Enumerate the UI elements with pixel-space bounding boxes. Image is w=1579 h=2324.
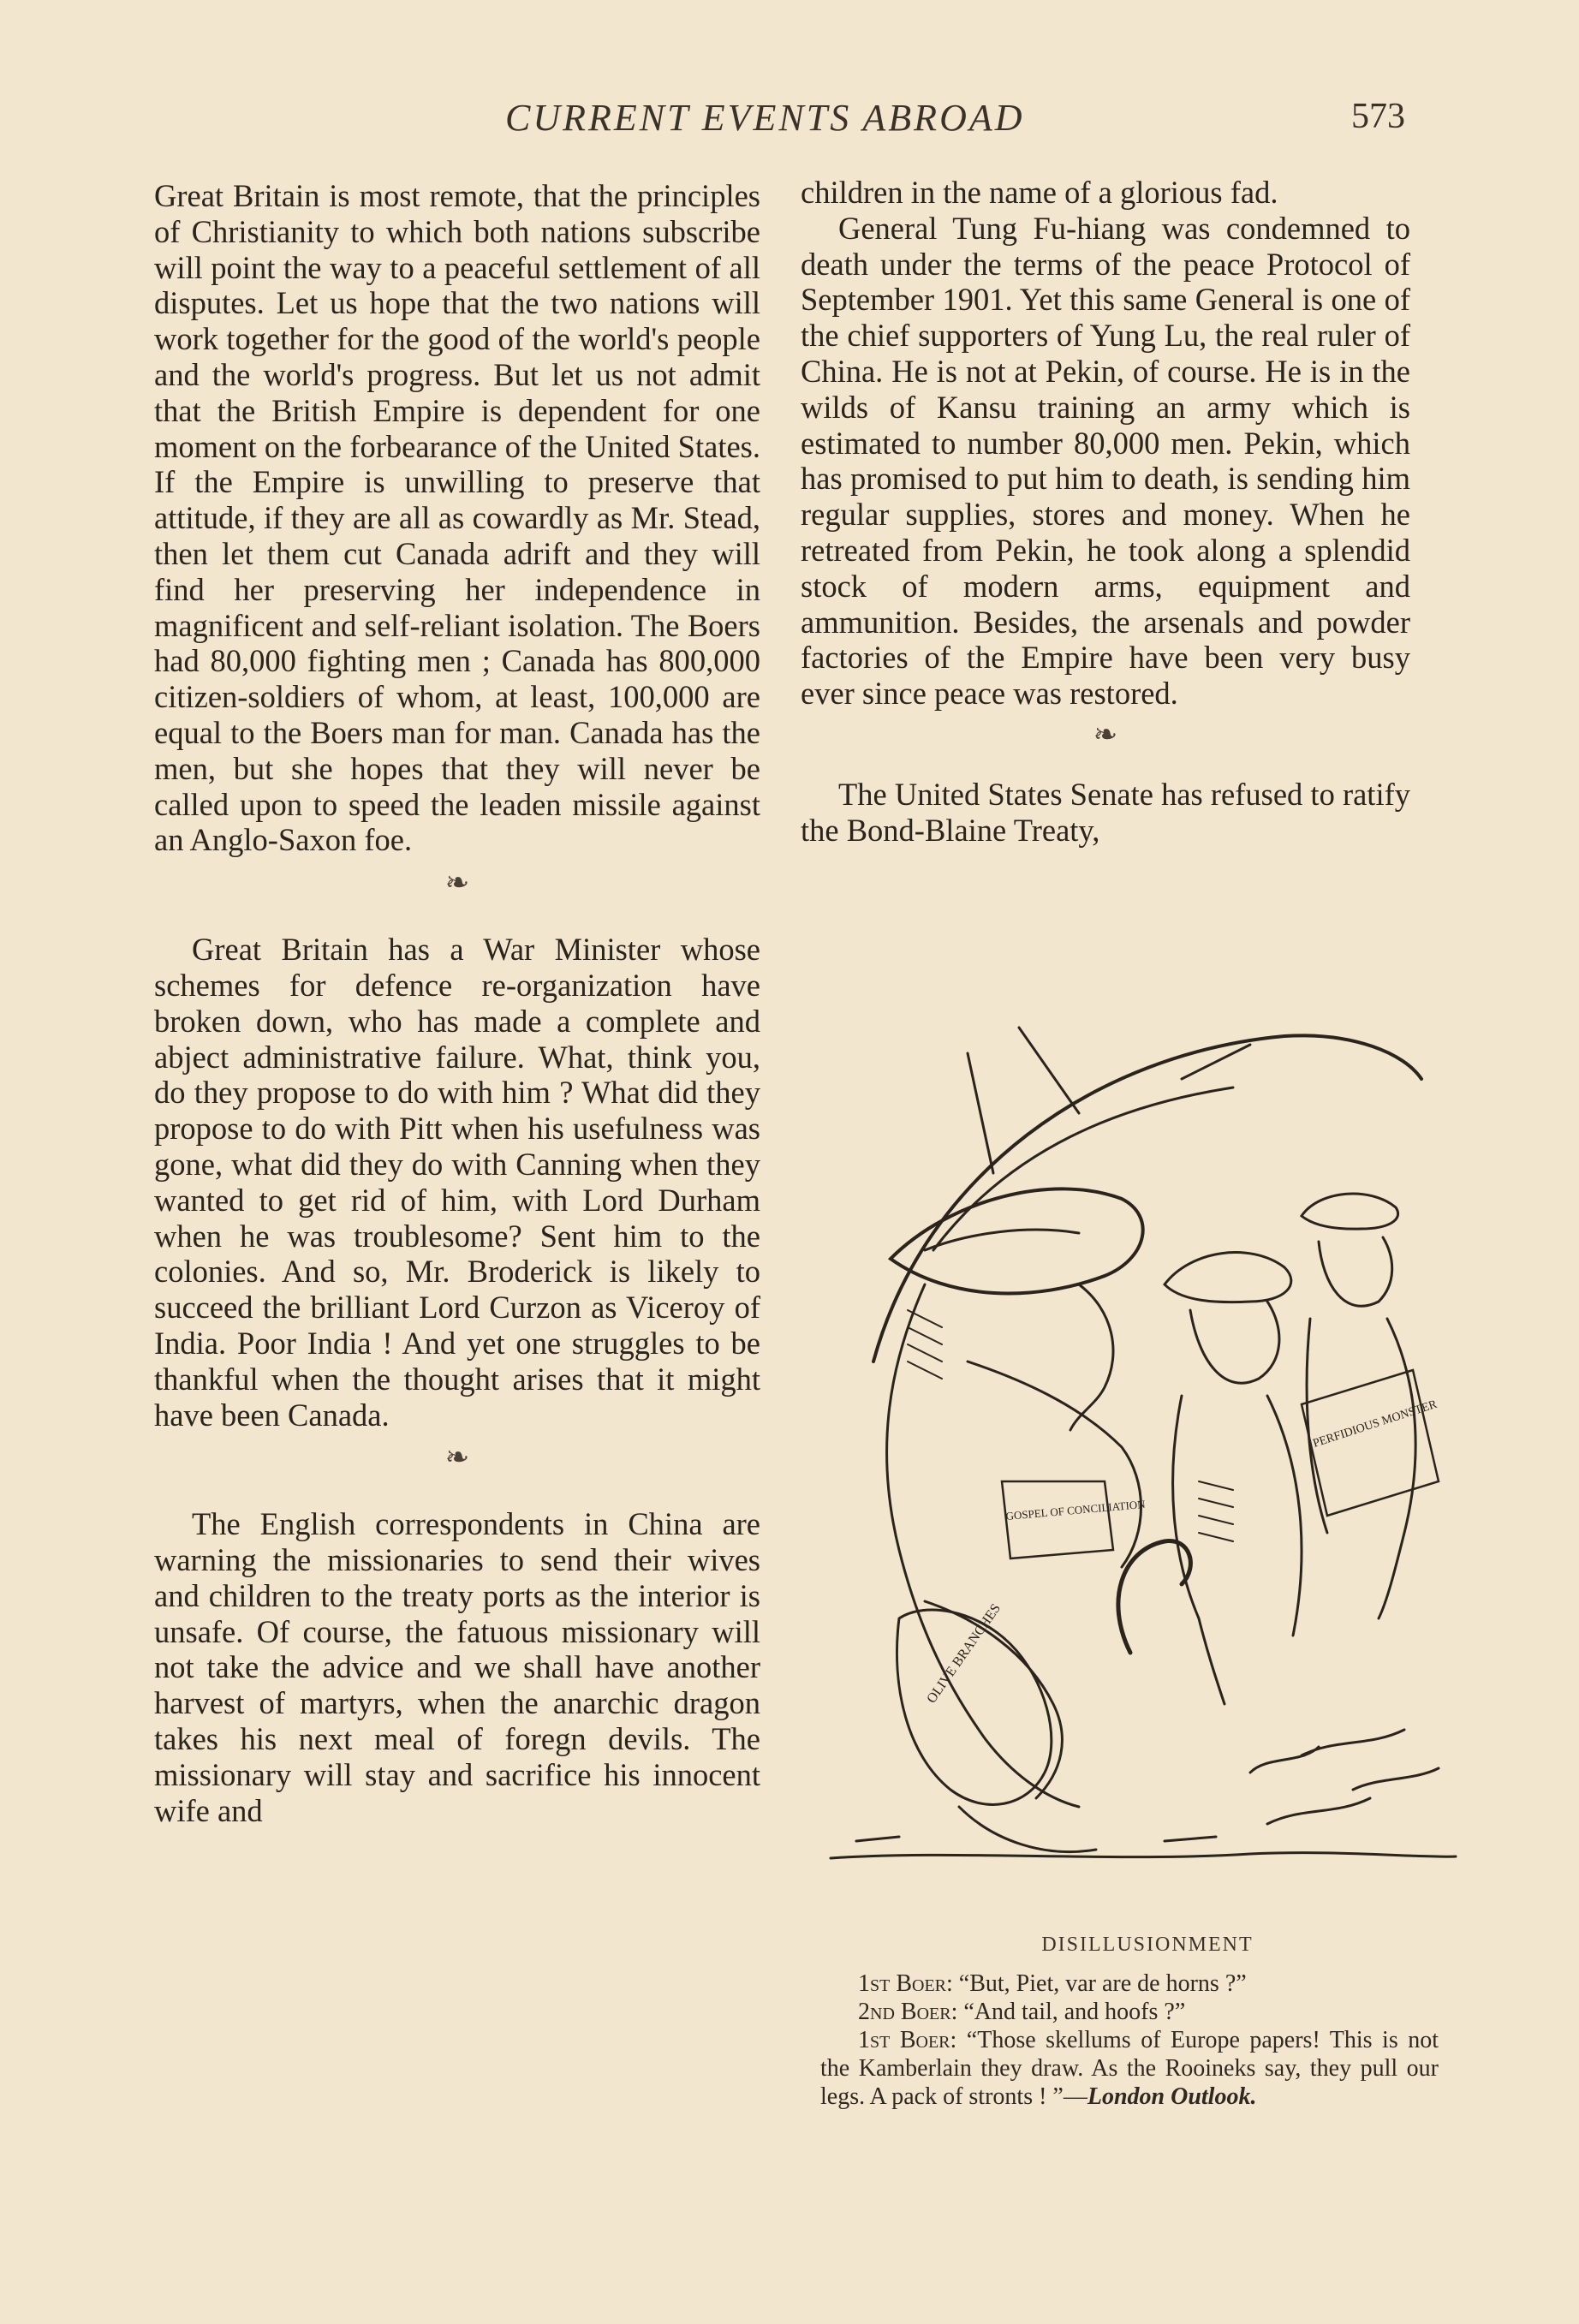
left-paragraph-2: Great Britain has a War Minister whose schemes for defence re-organization have broken down, who has made a complete and abject administrative failure. What, think you, do they propose to do with him ? What did they propose to do with Pitt when his usefulness was gone, what did they do with Canning when they wanted to get rid of him, with Lord Durham when he was troublesome? Sent him to the colonies. And so, Mr. Broderick is likely to succeed the brilliant Lord Curzon as Viceroy of India. Poor India ! And yet one struggles to be thankful when the thought arises that it might have been Canada. [154, 932, 760, 1433]
caption-source: London Outlook. [1087, 2083, 1257, 2110]
cartoon-caption [820, 1969, 1439, 2111]
caption-speaker-2: 2nd Boer: [858, 1999, 958, 2025]
paper-right-label: PERFIDIOUS MONSTER [1311, 1397, 1439, 1451]
section-ornament-1: ❧ [444, 867, 470, 900]
caption-speaker-3: 1st Boer: [858, 2027, 957, 2053]
cartoon-caption-title: DISILLUSIONMENT [1041, 1934, 1254, 1956]
caption-line-2 [820, 1998, 1439, 2026]
boer-1-body [1173, 1396, 1302, 1704]
umbrella-ribs [933, 1028, 1250, 1250]
left-column [154, 178, 760, 1828]
umbrella-canopy [873, 1035, 1421, 1362]
section-ornament-2: ❧ [444, 1442, 470, 1475]
caption-line-1 [820, 1969, 1439, 1998]
page-number: 573 [1351, 97, 1405, 136]
boer-2-beard [1319, 1237, 1392, 1306]
section-ornament-3: ❧ [1093, 718, 1118, 751]
cartoon-illustration [822, 1002, 1464, 1910]
caption-speaker-1: 1st Boer: [858, 1970, 953, 1997]
right-paragraph-2: General Tung Fu-hiang was condemned to death under the terms of the peace Protocol of September 1901. Yet this same General is one of the chief supporters of Yung Lu, the real ruler of China. He is not at Pekin, of course. He is in the wilds of Kansu training an army which is estimated to number 80,000 men. Pekin, which has promised to put him to death, is sending him regular supplies, stores and money. When he retreated from Pekin, he took along a splendid stock of modern arms, equipment and ammunition. Besides, the arsenals and powder factories of the Empire have been very busy ever since peace was restored. [801, 210, 1410, 712]
left-paragraph-1: Great Britain is most remote, that the principles of Christianity to which both nations subscribe will point the way to a peaceful settlement of all disputes. Let us hope that the two nations will work together for the good of the world's people and the world's progress. But let us not admit that the British Empire is dependent for one moment on the forbearance of the United States. If the Empire is unwilling to preserve that attitude, if they are all as cowardly as Mr. Stead, then let them cut Canada adrift and they will find her preserving her independence in magnificent and self-reliant isolation. The Boers had 80,000 fighting men ; Canada has 800,000 citizen-soldiers of whom, at least, 100,000 are equal to the Boers man for man. Canada has the men, but she hopes that they will never be called upon to speed the leaden missile against an Anglo-Saxon foe. [154, 178, 760, 858]
bag-label: OLIVE BRANCHES [924, 1601, 1004, 1707]
right-column [801, 175, 1410, 849]
caption-text-2: “And tail, and hoofs ?” [963, 1999, 1186, 2025]
boer-1-hat [1165, 1253, 1291, 1302]
caption-line-3 [820, 2026, 1439, 2111]
right-paragraph-1: children in the name of a glorious fad. [801, 175, 1278, 210]
boer-1-beard [1190, 1302, 1279, 1383]
caption-text-1: “But, Piet, var are de horns ?” [958, 1970, 1247, 1997]
ground-line [831, 1853, 1456, 1858]
caption-text-3: “Those skellums of Europe papers! This is not the Kamberlain they draw. As the Rooineks say, they pull our legs. A pack of stronts ! ”— [820, 2027, 1439, 2110]
right-paragraph-3: The United States Senate has refused to ratify the Bond-Blaine Treaty, [801, 776, 1410, 848]
boer-2-body [1307, 1319, 1415, 1618]
left-paragraph-3: The English correspondents in China are warning the missionaries to send their wives and children to the treaty ports as the interior is unsafe. Of course, the fatuous missionary will not take the advice and we shall have another harvest of martyrs, when the anarchic dragon takes his next meal of foregn devils. The missionary will stay and sacrifice his innocent wife and [154, 1506, 760, 1828]
paper-left-label: GOSPEL OF CONCILIATION [1004, 1497, 1147, 1523]
running-head: CURRENT EVENTS ABROAD [505, 97, 1025, 139]
boer-2-hat [1302, 1194, 1398, 1229]
